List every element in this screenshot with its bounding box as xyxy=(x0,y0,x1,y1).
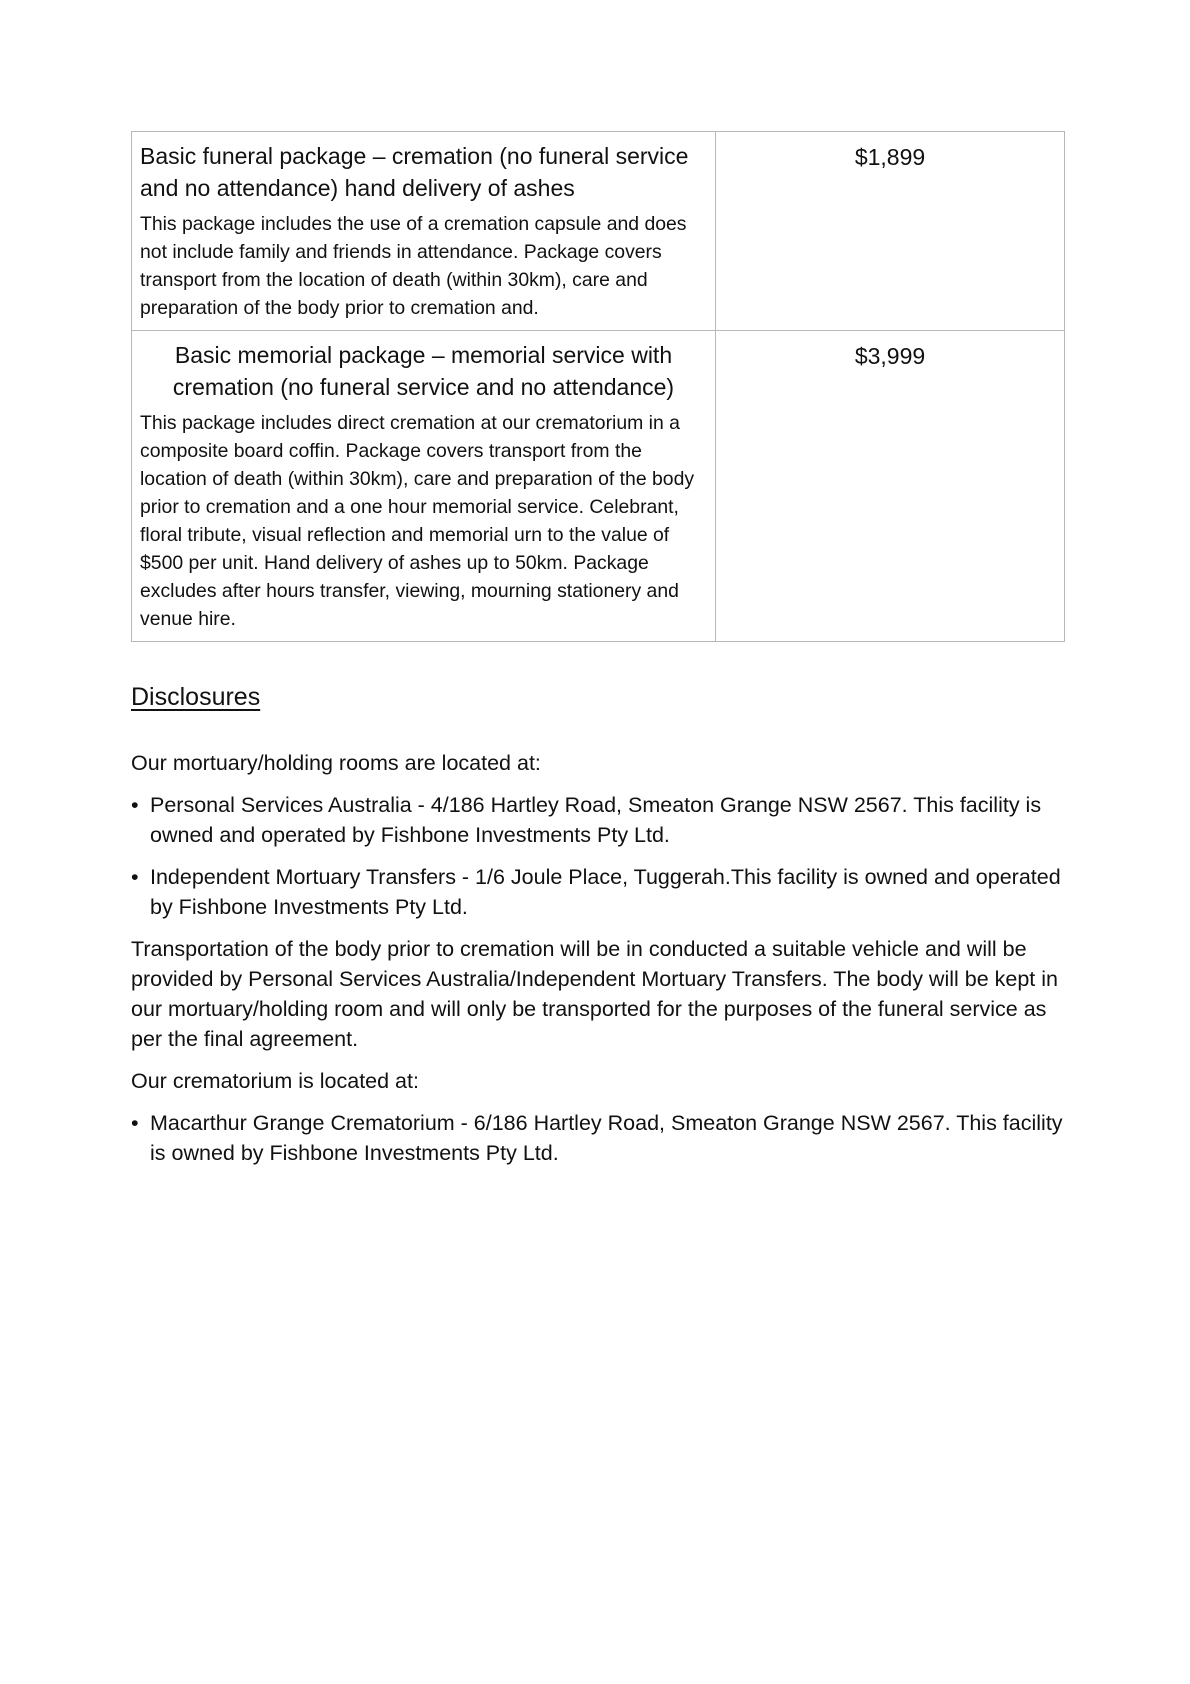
disclosures-heading: Disclosures xyxy=(131,683,261,711)
bullet-icon: • xyxy=(131,793,139,817)
package-price-cell xyxy=(716,132,1065,331)
crematorium-location-text: Macarthur Grange Crematorium - 6/186 Hartley Road, Smeaton Grange NSW 2567. This facility is owned by Fishbone Investments Pty Ltd. xyxy=(150,1111,1063,1165)
bullet-icon: • xyxy=(131,1111,139,1135)
packages-table xyxy=(131,131,1065,642)
mortuary-locations-list xyxy=(131,790,1065,922)
package-description: This package includes direct cremation at our crematorium in a composite board coffin. Package covers transport from the location of death (within 30km), care and preparation of the body prior to cremation and a one hour memorial service. Celebrant, floral tribute, visual reflection and memorial urn to the value of $500 per unit. Hand delivery of ashes up to 50km. Package excludes after hours transfer, viewing, mourning stationery and venue hire. xyxy=(140,412,695,630)
crematorium-locations-list xyxy=(131,1108,1065,1168)
list-item xyxy=(131,1108,1065,1168)
table-row xyxy=(132,132,1065,331)
package-title: Basic memorial package – memorial service with cremation (no funeral service and no attendance) xyxy=(172,342,675,400)
package-description: This package includes the use of a cremation capsule and does not include family and friends in attendance. Package covers transport from the location of death (within 30km), care and preparation of the body prior to cremation and. xyxy=(140,213,687,319)
document-page xyxy=(131,131,1065,1168)
crematorium-intro: Our crematorium is located at: xyxy=(131,1069,419,1093)
package-price-cell xyxy=(716,331,1065,642)
package-price: $3,999 xyxy=(854,343,926,369)
mortuary-intro: Our mortuary/holding rooms are located at: xyxy=(131,751,541,775)
transport-paragraph: Transportation of the body prior to cremation will be in conducted a suitable vehicle and will be provided by Personal Services Australia/Independent Mortuary Transfers. The body will be kept in our mortuary/holding room and will only be transported for the purposes of the funeral service as per the final agreement. xyxy=(131,937,1058,1051)
package-description-cell xyxy=(132,132,716,331)
package-title: Basic funeral package – cremation (no funeral service and no attendance) hand delivery of ashes xyxy=(140,143,689,201)
mortuary-location-text: Personal Services Australia - 4/186 Hartley Road, Smeaton Grange NSW 2567. This facility is owned and operated by Fishbone Investments Pty Ltd. xyxy=(150,793,1042,847)
mortuary-location-text: Independent Mortuary Transfers - 1/6 Joule Place, Tuggerah.This facility is owned and operated by Fishbone Investments Pty Ltd. xyxy=(150,865,1061,919)
list-item xyxy=(131,862,1065,922)
table-row xyxy=(132,331,1065,642)
package-description-cell xyxy=(132,331,716,642)
list-item xyxy=(131,790,1065,850)
package-price: $1,899 xyxy=(854,144,926,170)
bullet-icon: • xyxy=(131,865,139,889)
